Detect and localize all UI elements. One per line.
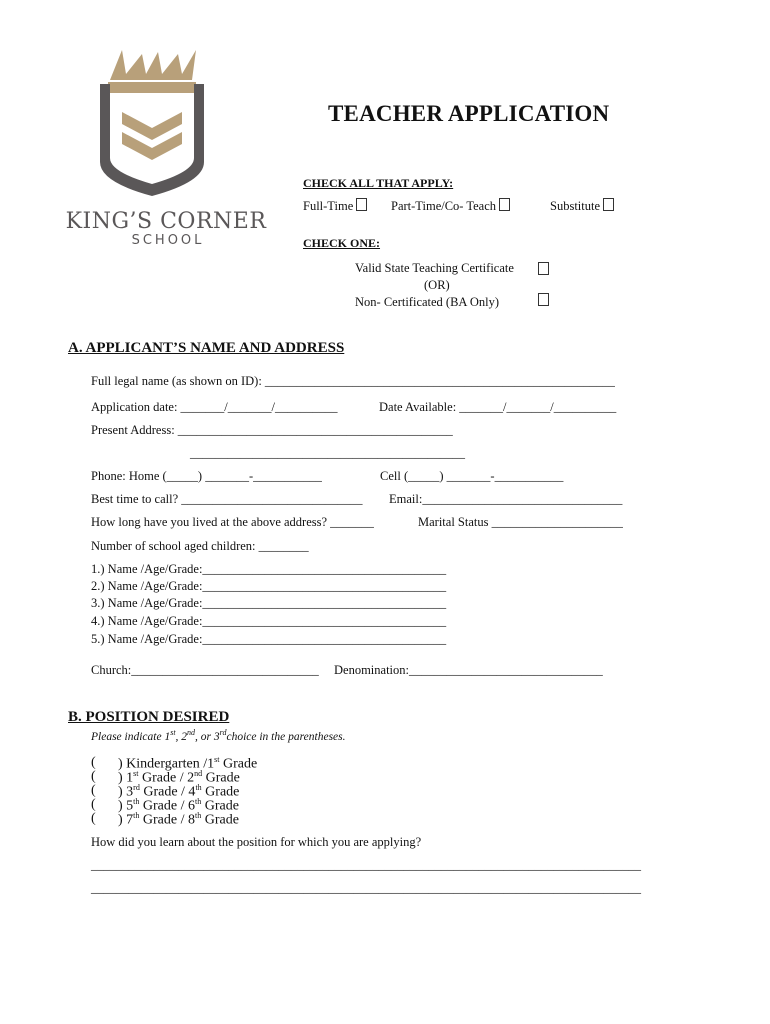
grade-option-5: ) 7th Grade / 8th Grade — [118, 811, 239, 828]
option-or-label: (OR) — [424, 278, 450, 292]
present-address-field[interactable]: Present Address: ____________________________________________ — [91, 423, 453, 437]
choice-paren-5[interactable]: ( — [91, 811, 96, 826]
school-crest-logo — [62, 44, 278, 254]
option-certificate-label: Valid State Teaching Certificate — [355, 261, 514, 275]
email-field[interactable]: Email:________________________________ — [389, 492, 623, 506]
church-field[interactable]: Church:______________________________ — [91, 663, 319, 677]
section-b-heading: B. POSITION DESIRED — [68, 709, 230, 725]
application-date-field[interactable]: Application date: _______/_______/__________ — [91, 400, 338, 414]
option-part-time-label: Part-Time/Co- Teach — [391, 199, 497, 213]
check-all-heading: CHECK ALL THAT APPLY: — [303, 176, 454, 190]
option-substitute — [550, 198, 614, 214]
address-line2-field[interactable]: ____________________________________________ — [190, 446, 465, 460]
check-one-heading: CHECK ONE: — [303, 236, 381, 250]
denomination-field[interactable]: Denomination:_______________________________ — [334, 663, 603, 677]
answer-line-1[interactable]: ________________________________________________________________________________________ — [91, 858, 641, 872]
position-instruction: Please indicate 1st, 2nd, or 3rdchoice in the parentheses. — [91, 728, 346, 743]
answer-line-2[interactable]: ________________________________________________________________________________________ — [91, 881, 641, 895]
part-time-checkbox[interactable] — [499, 198, 510, 211]
cell-phone-field[interactable]: Cell (_____) _______-___________ — [380, 469, 564, 483]
crown-icon — [110, 50, 196, 80]
choice-paren-3[interactable]: ( — [91, 783, 96, 798]
legal-name-field[interactable]: Full legal name (as shown on ID): ________________________________________________________ — [91, 374, 615, 388]
best-time-field[interactable]: Best time to call? _____________________________ — [91, 492, 363, 506]
child-row-4[interactable]: 4.) Name /Age/Grade:_______________________________________ — [91, 614, 447, 628]
option-part-time — [391, 198, 510, 214]
child-row-5[interactable]: 5.) Name /Age/Grade:_______________________________________ — [91, 632, 447, 646]
option-full-time — [303, 198, 367, 214]
grade-option-4: ) 5th Grade / 6th Grade — [118, 797, 239, 814]
child-row-2[interactable]: 2.) Name /Age/Grade:_______________________________________ — [91, 579, 447, 593]
full-time-checkbox[interactable] — [356, 198, 367, 211]
grade-option-2: ) 1st Grade / 2nd Grade — [118, 769, 240, 786]
section-a-heading: A. APPLICANT’S NAME AND ADDRESS — [68, 340, 345, 356]
option-non-certificated-label: Non- Certificated (BA Only) — [355, 295, 500, 309]
option-substitute-label: Substitute — [550, 199, 601, 213]
choice-paren-2[interactable]: ( — [91, 769, 96, 784]
choice-paren-4[interactable]: ( — [91, 797, 96, 812]
date-available-field[interactable]: Date Available: _______/_______/__________ — [379, 400, 617, 414]
school-name-line2: SCHOOL — [131, 233, 205, 248]
substitute-checkbox[interactable] — [603, 198, 614, 211]
child-row-1[interactable]: 1.) Name /Age/Grade:_______________________________________ — [91, 562, 447, 576]
non-certificated-checkbox[interactable] — [538, 293, 549, 306]
certificate-checkbox[interactable] — [538, 262, 549, 275]
school-name-line1: KING’S CORNER — [65, 209, 267, 234]
choice-paren-1[interactable]: ( — [91, 755, 96, 770]
how-learn-question: How did you learn about the position for which you are applying? — [91, 835, 422, 849]
grade-option-1: ) Kindergarten /1st Grade — [118, 755, 258, 772]
home-phone-field[interactable]: Phone: Home (_____) _______-___________ — [91, 469, 322, 483]
grade-option-3: ) 3rd Grade / 4th Grade — [118, 783, 240, 800]
option-full-time-label: Full-Time — [303, 199, 354, 213]
marital-status-field[interactable]: Marital Status _____________________ — [418, 515, 623, 529]
child-row-3[interactable]: 3.) Name /Age/Grade:_______________________________________ — [91, 596, 447, 610]
children-count-field[interactable]: Number of school aged children: ________ — [91, 539, 309, 553]
page-title: TEACHER APPLICATION — [328, 101, 610, 126]
lived-at-address-field[interactable]: How long have you lived at the above address? _______ — [91, 515, 374, 529]
